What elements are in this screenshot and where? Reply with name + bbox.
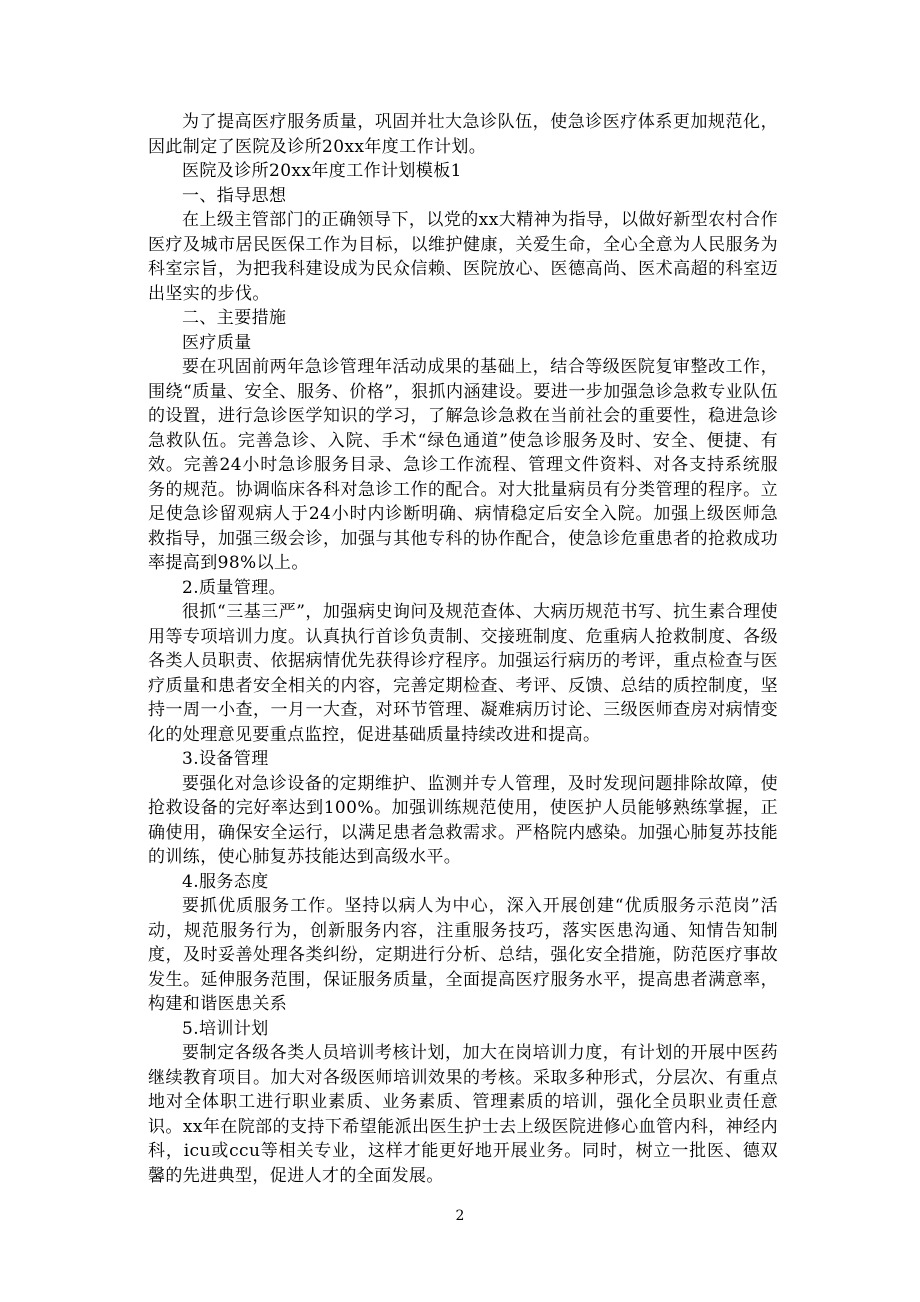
subheading-equipment-management: 3.设备管理 [182, 749, 269, 769]
page-number: 2 [455, 1208, 465, 1224]
subheading-service-attitude: 4.服务态度 [182, 871, 269, 892]
paragraph-training-plan: 要制定各级各类人员培训考核计划，加大在岗培训力度，有计划的开展中医药继续教育项目。加大对各级医师培训效果的考核。采取多种形式，分层次、有重点地对全体职工进行职业素质、业务素质、管理素质的培训，强化全员职业责任意识。xx年在院部的支持下希望能派出医生护士去上级医院进修心血管内科，神经内科，icu或ccu等相关专业，这样才能更好地开展业务。同时，树立一批医、德双馨的先进典型，促进人才的全面发展。 [148, 1043, 778, 1186]
section-heading-main-measures: 二、主要措施 [182, 308, 287, 328]
paragraph-medical-quality: 要在巩固前两年急诊管理年活动成果的基础上，结合等级医院复审整改工作，围绕“质量、安全、服务、价格”，狠抓内涵建设。要进一步加强急诊急救专业队伍的设置，进行急诊医学知识的学习，了解急诊急救在当前社会的重要性，稳进急诊急救队伍。完善急诊、入院、手术“绿色通道”使急诊服务及时、安全、便捷、有效。完善24小时急诊服务目录、急诊工作流程、管理文件资料、对各支持系统服务的规范。协调临床各科对急诊工作的配合。对大批量病员有分类管理的程序。立足使急诊留观病人于24小时内诊断明确、病情稳定后安全入院。加强上级医师急救指导，加强三级会诊，加强与其他专科的协作配合，使急诊危重患者的抢救成功率提高到98%以上。 [148, 357, 778, 573]
paragraph-quality-management: 很抓“三基三严”，加强病史询问及规范查体、大病历规范书写、抗生素合理使用等专项培训力度。认真执行首诊负责制、交接班制度、危重病人抢救制度、各级各类人员职责、依据病情优先获得诊疗程序。加强运行病历的考评，重点检查与医疗质量和患者安全相关的内容，完善定期检查、考评、反馈、总结的质控制度，坚持一周一小查，一月一大查，对环节管理、凝难病历讨论、三级医师查房对病情变化的处理意见要重点监控，促进基础质量持续改进和提高。 [148, 602, 778, 745]
intro-paragraph: 为了提高医疗服务质量，巩固并壮大急诊队伍，使急诊医疗体系更加规范化，因此制定了医院及诊所20xx年度工作计划。 [148, 112, 778, 157]
paragraph-equipment-management: 要强化对急诊设备的定期维护、监测并专人管理，及时发现问题排除故障，使抢救设备的完好率达到100%。加强训练规范使用，使医护人员能够熟练掌握，正确使用，确保安全运行，以满足患者急救需求。严格院内感染。加强心肺复苏技能的训练，使心肺复苏技能达到高级水平。 [148, 773, 778, 867]
paragraph-guiding-ideology: 在上级主管部门的正确领导下，以党的xx大精神为指导，以做好新型农村合作医疗及城市居民医保工作为目标，以维护健康，关爱生命，全心全意为人民服务为科室宗旨，为把我科建设成为民众信赖、医院放心、医德高尚、医术高超的科室迈出坚实的步伐。 [148, 210, 778, 304]
subheading-training-plan: 5.培训计划 [182, 1018, 269, 1039]
paragraph-service-attitude: 要抓优质服务工作。坚持以病人为中心，深入开展创建“优质服务示范岗”活动，规范服务行为，创新服务内容，注重服务技巧，落实医患沟通、知情告知制度，及时妥善处理各类纠纷，定期进行分析、总结，强化安全措施，防范医疗事故发生。延伸服务范围，保证服务质量，全面提高医疗服务水平，提高患者满意率，构建和谐医患关系 [148, 896, 778, 1014]
subheading-medical-quality: 医疗质量 [182, 332, 252, 353]
subheading-quality-management: 2.质量管理。 [182, 577, 287, 598]
document-title: 医院及诊所20xx年度工作计划模板1 [182, 161, 462, 181]
document-body [148, 110, 778, 1188]
section-heading-guiding-ideology: 一、指导思想 [182, 185, 287, 206]
